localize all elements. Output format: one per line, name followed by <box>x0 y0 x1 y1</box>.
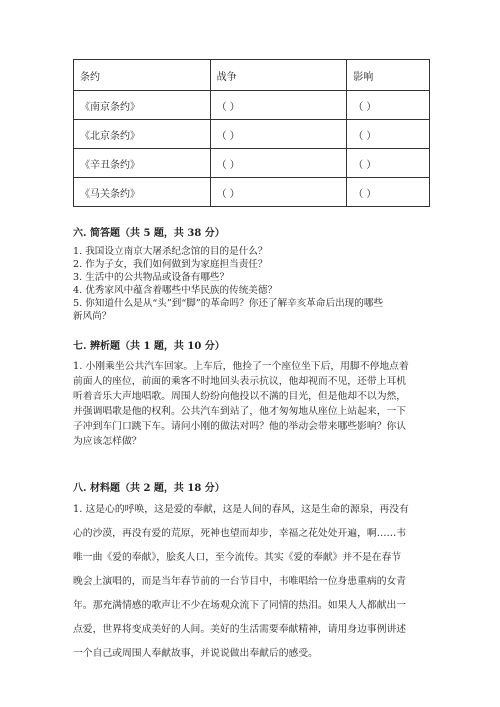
treaty-name: 《北京条约》 <box>74 120 211 149</box>
question-line: 前面人的座位，前面的乘客不时地回头表示抗议，他却视而不见，还带上耳机 <box>73 376 407 387</box>
table-header-row <box>74 60 430 91</box>
war-blank[interactable]: （ ） <box>210 120 347 149</box>
header-war: 战争 <box>210 60 347 91</box>
table-row <box>74 91 430 120</box>
impact-blank[interactable]: （ ） <box>347 149 430 178</box>
section-title: 八. 材料题（共 2 题，共 18 分） <box>73 483 225 494</box>
war-blank[interactable]: （ ） <box>210 149 347 178</box>
question-line: 5. 你知道什么是从“头”到“脚”的革命吗？你还了解辛亥革命后出现的哪些 <box>73 298 384 309</box>
section-analysis <box>73 337 433 352</box>
question-line: 1. 这是心的呼唤，这是爱的奉献，这是人间的春风，这是生命的源泉，再没有 <box>73 504 409 515</box>
treaty-name: 《辛丑条约》 <box>74 149 211 178</box>
question-line: 并强调唱歌是他的权利。公共汽车到站了，他才匆匆地从座位上站起来，一下 <box>73 406 407 417</box>
question-line: 1. 小刚乘坐公共汽车回家。上车后，他捡了一个座位坐下后，用脚不停地点着 <box>73 361 409 372</box>
table-row <box>74 120 430 149</box>
section-title: 七. 辨析题（共 1 题，共 10 分） <box>73 341 225 352</box>
treaty-name: 《马关条约》 <box>74 178 211 207</box>
impact-blank[interactable]: （ ） <box>347 178 430 207</box>
question-line: 子冲到车门口跳下车。请问小刚的做法对吗？他的举动会带来哪些影响？你认 <box>73 421 407 432</box>
treaty-table <box>73 59 430 207</box>
question-line: 点爱，世界将变成美好的人间。美好的生活需要奉献精神，请用身边事例讲述 <box>73 624 407 635</box>
impact-blank[interactable]: （ ） <box>347 91 430 120</box>
question-line: 4. 优秀家风中蕴含着哪些中华民族的传统美德？ <box>73 285 278 296</box>
war-blank[interactable]: （ ） <box>210 91 347 120</box>
question-line: 3. 生活中的公共物品或设备有哪些？ <box>73 272 230 283</box>
table-row <box>74 178 430 207</box>
question-line: 听着音乐大声地唱歌。周围人纷纷向他投以不满的目光，但是他却不以为然， <box>73 391 407 402</box>
question-line: 为应该怎样做？ <box>73 436 142 447</box>
analysis-question <box>73 359 433 449</box>
header-treaty: 条约 <box>74 60 211 91</box>
header-impact: 影响 <box>347 60 430 91</box>
question-line: 1. 我国设立南京大屠杀纪念馆的目的是什么？ <box>73 246 268 257</box>
table-row <box>74 149 430 178</box>
question-line: 2. 作为子女，我们如何做到为家庭担当责任？ <box>73 259 268 270</box>
section-title: 六. 简答题（共 5 题，共 38 分） <box>73 228 225 239</box>
treaty-name: 《南京条约》 <box>74 91 211 120</box>
section-short-answer <box>73 224 433 239</box>
question-line: 一个自己或周围人奉献故事，并说说做出奉献后的感受。 <box>73 648 318 659</box>
war-blank[interactable]: （ ） <box>210 178 347 207</box>
question-line: 新风尚？ <box>73 311 112 322</box>
short-answer-questions <box>73 245 433 323</box>
material-question <box>73 498 433 666</box>
question-line: 唯一曲《爱的奉献》，脍炙人口，至今流传。其实《爱的奉献》并不是在春节 <box>73 552 402 563</box>
impact-blank[interactable]: （ ） <box>347 120 430 149</box>
question-line: 年。那充满情感的歌声让不少在场观众流下了同情的热泪。如果人人都献出一 <box>73 600 407 611</box>
question-line: 晚会上演唱的，而是当年春节前的一台节目中，韦唯唱给一位身患重病的女青 <box>73 576 407 587</box>
question-line: 心的沙漠，再没有爱的荒原，死神也望而却步，幸福之花处处开遍，啊……韦 <box>73 528 407 539</box>
section-material <box>73 479 433 494</box>
